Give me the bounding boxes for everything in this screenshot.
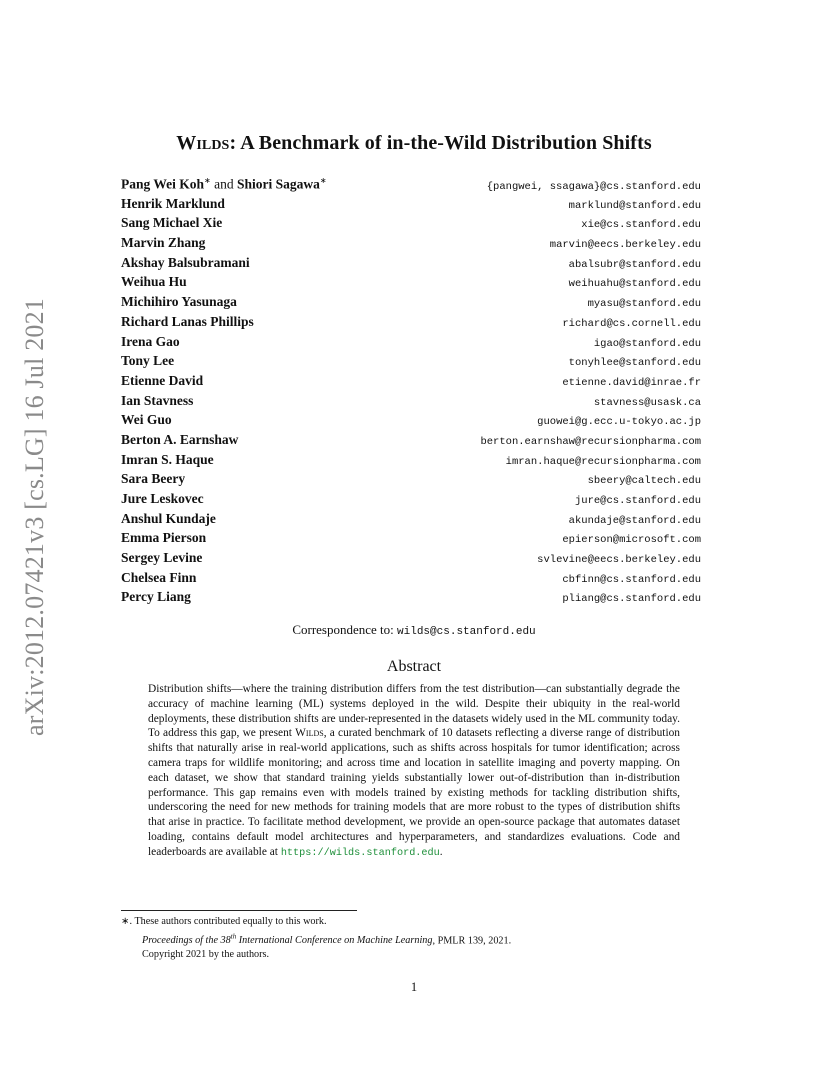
proceedings-conference: International Conference on Machine Learning: [236, 934, 433, 946]
author-email: weihuahu@stanford.edu: [568, 278, 701, 291]
author-email: xie@cs.stanford.edu: [581, 219, 701, 232]
abstract-text-part2: , a curated benchmark of 10 datasets reflecting a diverse range of distribution shifts that naturally arise in real-world applications, such as shifts across hospitals for tumor identification; across camera traps for wildlife monitoring; and across time and location in satellite imaging and poverty mapping. On each dataset, we show that standard training yields substantially lower out-of-distribution than in-distribution performance. This gap remains even with models trained by existing methods for tackling distribution shifts, underscoring the need for new methods for training models that are more robust to the types of distribution shifts that arise in practice. To facilitate method development, we provide an open-source package that automates dataset loading, contains default model architectures and hyperparameters, and standardizes evaluations. Code and leaderboards are available at: [148, 727, 680, 858]
author-email: akundaje@stanford.edu: [568, 514, 701, 527]
author-name: Akshay Balsubramani: [121, 254, 250, 270]
author-name-koh: Pang Wei Koh: [121, 176, 205, 192]
author-name: Sergey Levine: [121, 550, 203, 566]
equal-contribution-mark: ∗: [204, 176, 211, 185]
author-email: guowei@g.ecc.u-tokyo.ac.jp: [537, 416, 701, 429]
author-row: [121, 393, 701, 413]
author-name: Michihiro Yasunaga: [121, 294, 237, 310]
author-name: Sara Beery: [121, 471, 186, 487]
proceedings-suffix: , PMLR 139, 2021.: [432, 934, 512, 946]
copyright-footnote: Copyright 2021 by the authors.: [142, 949, 270, 961]
title-rest: : A Benchmark of in-the-Wild Distribution Shifts: [229, 132, 652, 154]
author-email: epierson@microsoft.com: [562, 534, 701, 547]
author-row: [121, 353, 701, 373]
author-email: abalsubr@stanford.edu: [568, 258, 701, 271]
page-number: 1: [410, 980, 418, 994]
paper-title: [0, 132, 828, 155]
author-name-sagawa: Shiori Sagawa: [236, 176, 320, 192]
author-email: stavness@usask.ca: [593, 396, 701, 409]
author-name: Anshul Kundaje: [121, 510, 216, 526]
author-name: Sang Michael Xie: [121, 215, 223, 231]
author-email: svlevine@eecs.berkeley.edu: [537, 554, 701, 567]
author-row: [121, 196, 701, 216]
equal-contribution-footnote: ∗. These authors contributed equally to this work.: [121, 916, 327, 927]
author-email: myasu@stanford.edu: [587, 298, 701, 311]
proceedings-prefix: Proceedings of the 38: [142, 934, 231, 946]
author-row: [121, 432, 701, 452]
author-row: [121, 471, 701, 491]
author-name: Jure Leskovec: [121, 491, 204, 506]
author-email: igao@stanford.edu: [593, 337, 701, 350]
correspondence-email: wilds@cs.stanford.edu: [397, 626, 536, 638]
author-email: jure@cs.stanford.edu: [574, 495, 701, 507]
author-name: Wei Guo: [121, 412, 172, 428]
author-email: richard@cs.cornell.edu: [562, 317, 701, 330]
author-name: Chelsea Finn: [121, 569, 197, 585]
footnote-divider: [121, 910, 357, 911]
abstract-end: .: [439, 845, 443, 858]
author-row: [121, 274, 701, 294]
author-email: pliang@cs.stanford.edu: [562, 593, 701, 606]
author-name: Etienne David: [121, 372, 204, 388]
and-text: and: [214, 176, 234, 192]
author-row: [121, 530, 701, 550]
author-email: {pangwei, ssagawa}@cs.stanford.edu: [486, 180, 701, 193]
author-row: [121, 314, 701, 334]
author-name: Emma Pierson: [121, 530, 207, 546]
author-row: [121, 373, 701, 393]
equal-contribution-mark: ∗: [319, 176, 327, 185]
author-row: [121, 215, 701, 235]
author-email: tonyhlee@stanford.edu: [568, 357, 701, 370]
abstract-wilds-name: Wilds: [295, 727, 324, 740]
author-name: Berton A. Earnshaw: [121, 431, 239, 447]
proceedings-superscript: th: [230, 932, 237, 941]
author-name: Percy Liang: [121, 589, 191, 605]
author-row: [121, 235, 701, 255]
proceedings-footnote: [121, 930, 701, 949]
author-name: Ian Stavness: [121, 392, 194, 408]
author-email: imran.haque@recursionpharma.com: [505, 455, 701, 468]
author-name: Henrik Marklund: [121, 195, 225, 211]
author-email: cbfinn@cs.stanford.edu: [562, 573, 701, 586]
author-list: [121, 176, 701, 609]
author-row: [121, 255, 701, 275]
footnotes: [121, 915, 701, 963]
author-name: Tony Lee: [121, 353, 175, 369]
author-name: Irena Gao: [121, 333, 180, 349]
author-name: Marvin Zhang: [121, 235, 206, 251]
author-email: marvin@eecs.berkeley.edu: [549, 239, 701, 252]
author-row: [121, 176, 701, 196]
correspondence-label: Correspondence to:: [292, 622, 394, 637]
author-email: etienne.david@inrae.fr: [562, 376, 701, 389]
author-row: [121, 294, 701, 314]
author-row: [121, 334, 701, 354]
wilds-website-link[interactable]: https://wilds.stanford.edu: [280, 847, 440, 859]
author-row: [121, 491, 701, 511]
author-row: [121, 511, 701, 531]
abstract-text-part1: Distribution shifts—where the training distribution differs from the test distribution—can substantially degrade the accuracy of machine learning (ML) systems deployed in the wild. Despite their ubiquity in the real-world deployments, these distribution shifts are under-represented in the datasets widely used in the ML community today. To address this gap, we present: [148, 683, 680, 740]
author-name: Richard Lanas Phillips: [121, 313, 254, 329]
author-name: Imran S. Haque: [121, 451, 214, 467]
author-name: [121, 176, 327, 193]
author-name: Weihua Hu: [121, 274, 187, 290]
arxiv-identifier-stamp: arXiv:2012.07421v3 [cs.LG] 16 Jul 2021: [20, 298, 49, 736]
author-row: [121, 452, 701, 472]
author-row: [121, 570, 701, 590]
abstract-body: [148, 682, 680, 862]
author-row: [121, 412, 701, 432]
title-smallcaps: Wilds: [176, 132, 230, 154]
correspondence-line: [0, 622, 828, 638]
abstract-heading: Abstract: [386, 658, 442, 675]
author-email: sbeery@caltech.edu: [587, 475, 701, 488]
author-row: [121, 589, 701, 609]
author-email: marklund@stanford.edu: [568, 199, 701, 212]
author-row: [121, 550, 701, 570]
author-email: berton.earnshaw@recursionpharma.com: [480, 435, 701, 448]
